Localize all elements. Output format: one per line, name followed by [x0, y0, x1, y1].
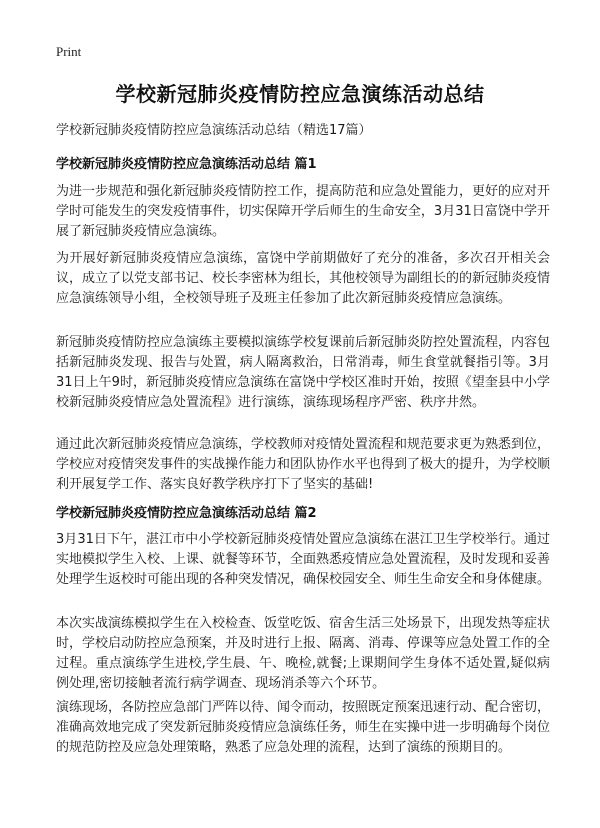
- print-link[interactable]: Print: [56, 44, 82, 59]
- section-2-paragraph-3: 演练现场，各防控应急部门严阵以待、闻令而动，按照既定预案迅速行动、配合密切，准确高效地完成了突发新冠肺炎疫情应急演练任务，师生在实操中进一步明确每个岗位的规范防控及应急处理策略，熟悉了应急处理的流程，达到了演练的预期目的。: [56, 700, 551, 755]
- section-1-paragraph-2: 为开展好新冠肺炎疫情应急演练，富饶中学前期做好了充分的准备，多次召开相关会议，成立了以党支部书记、校长李密林为组长，其他校领导为副组长的的新冠肺炎疫情应急演练领导小组，全校领导班子及班主任参加了此次新冠肺炎疫情应急演练。: [56, 251, 551, 306]
- document-subtitle: 学校新冠肺炎疫情防控应急演练活动总结（精选17篇）: [56, 123, 372, 138]
- section-heading-2: 学校新冠肺炎疫情防控应急演练活动总结 篇2: [56, 506, 317, 521]
- section-1-paragraph-1: 为进一步规范和强化新冠肺炎疫情防控工作，提高防范和应急处置能力，更好的应对开学时可能发生的突发疫情事件，切实保障开学后师生的生命安全，3月31日富饶中学开展了新冠肺炎疫情应急演练。: [56, 184, 551, 239]
- section-1-paragraph-4: 通过此次新冠肺炎疫情应急演练，学校教师对疫情处置流程和规范要求更为熟悉到位，学校应对疫情突发事件的实战操作能力和团队协作水平也得到了极大的提升，为学校顺利开展复学工作、落实良好教学秩序打下了坚实的基础!: [56, 437, 551, 492]
- section-2-paragraph-1: 3月31日下午，湛江市中小学校新冠肺炎疫情处置应急演练在湛江卫生学校举行。通过实地模拟学生入校、上课、就餐等环节，全面熟悉疫情应急处置流程，及时发现和妥善处理学生返校时可能出现的各种突发情况，确保校园安全、师生生命安全和身体健康。: [56, 532, 551, 587]
- section-2-paragraph-2: 本次实战演练模拟学生在入校检查、饭堂吃饭、宿舍生活三处场景下，出现发热等症状时，学校启动防控应急预案，并及时进行上报、隔离、消毒、停课等应急处置工作的全过程。重点演练学生进校,学生晨、午、晚检,就餐;上课期间学生身体不适处置,疑似病例处理,密切接触者流行病学调查、现场消杀等六个环节。: [56, 616, 551, 691]
- section-1-paragraph-3: 新冠肺炎疫情防控应急演练主要模拟演练学校复课前后新冠肺炎防控处置流程，内容包括新冠肺炎发现、报告与处置，病人隔离救治，日常消毒，师生食堂就餐指引等。3月31日上午9时，新冠肺炎疫情应急演练在富饶中学校区准时开始，按照《望奎县中小学校新冠肺炎疫情应急处置流程》进行演练，演练现场程序严密、秩序井然。: [56, 335, 551, 410]
- section-heading-1: 学校新冠肺炎疫情防控应急演练活动总结 篇1: [56, 157, 317, 172]
- page-title: 学校新冠肺炎疫情防控应急演练活动总结: [115, 82, 485, 106]
